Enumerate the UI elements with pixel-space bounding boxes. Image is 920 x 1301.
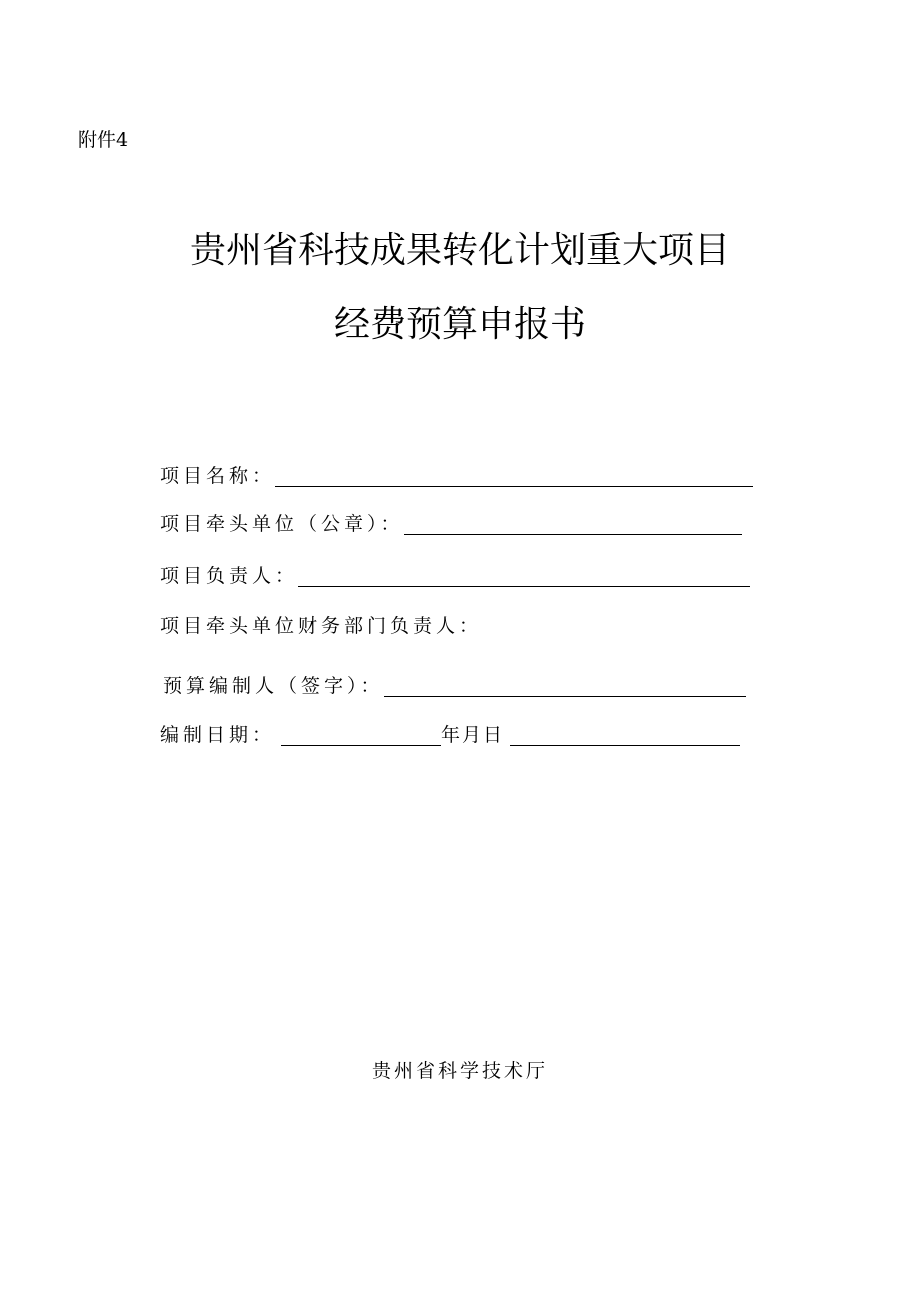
lead-unit-fill-line[interactable] <box>404 512 742 535</box>
project-leader-row <box>160 564 750 588</box>
project-name-fill-line[interactable] <box>275 464 753 487</box>
prep-date-trailing-line[interactable] <box>510 723 740 746</box>
prep-date-day-unit: 日 <box>483 724 505 746</box>
prep-date-year-unit: 年 <box>441 724 463 746</box>
document-title-line2: 经费预算申报书 <box>333 304 586 345</box>
project-leader-label: 项目负责人： <box>160 565 299 587</box>
project-name-label: 项目名称： <box>160 465 276 487</box>
lead-unit-row <box>160 512 742 536</box>
project-leader-fill-line[interactable] <box>298 564 750 587</box>
finance-leader-row <box>160 614 482 638</box>
finance-leader-label: 项目牵头单位财务部门负责人： <box>160 615 483 637</box>
budget-preparer-row <box>163 674 746 698</box>
issuing-authority: 贵州省科学技术厅 <box>371 1060 548 1082</box>
project-name-row <box>160 464 753 488</box>
prep-date-year-line[interactable] <box>281 723 441 746</box>
budget-preparer-fill-line[interactable] <box>384 674 746 697</box>
attachment-label: 附件4 <box>78 129 129 151</box>
prep-date-row <box>160 723 740 747</box>
prep-date-month-unit: 月 <box>462 724 484 746</box>
document-title-line1: 贵州省科技成果转化计划重大项目 <box>189 230 730 271</box>
budget-preparer-label: 预算编制人（签字）： <box>163 675 384 697</box>
lead-unit-label: 项目牵头单位（公章）： <box>160 513 404 535</box>
prep-date-label: 编制日期： <box>160 724 276 746</box>
